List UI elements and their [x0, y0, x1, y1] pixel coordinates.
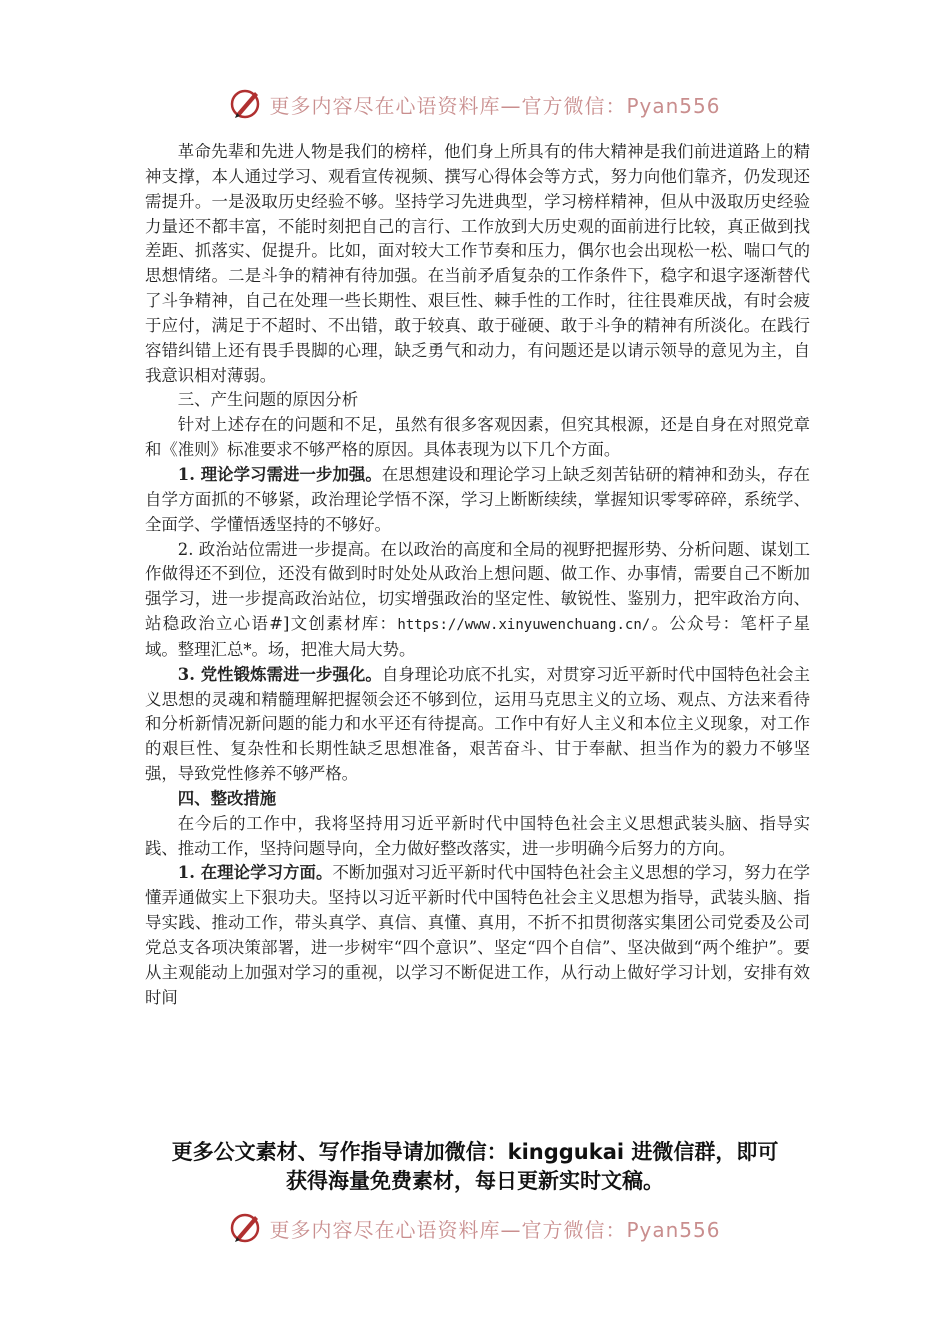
watermark-text: 更多内容尽在心语资料库—官方微信：Pyan556 [269, 1217, 721, 1242]
watermark-footer [0, 1208, 950, 1248]
promo-line-2: 获得海量免费素材，每日更新实时文稿。 [286, 1169, 664, 1193]
paragraph-tail: 。公众号：笔杆子星域。整理汇总*。场，把准大局大势。 [145, 614, 811, 659]
document-body [145, 140, 810, 1011]
promo-line-1: 更多公文素材、写作指导请加微信：kinggukai 进微信群，即可 [171, 1140, 779, 1164]
paragraph: 革命先辈和先进人物是我们的榜样，他们身上所具有的伟大精神是我们前进道路上的精神支撑，本人通过学习、观看宣传视频、撰写心得体会等方式，努力向他们靠齐，仍发现还需提升。一是汲取历史经验不够。坚持学习先进典型，学习榜样精神，但从中汲取历史经验力量还不都丰富，不能时刻把自己的言行、工作放到大历史观的面前进行比较，真正做到找差距、抓落实、促提升。比如，面对较大工作节奏和压力，偶尔也会出现松一松、喘口气的思想情绪。二是斗争的精神有待加强。在当前矛盾复杂的工作条件下，稳字和退字逐渐替代了斗争精神，自己在处理一些长期性、艰巨性、棘手性的工作时，往往畏难厌战，有时会疲于应付，满足于不超时、不出错，敢于较真、敢于碰硬、敢于斗争的精神有所淡化。在践行容错纠错上还有畏手畏脚的心理，缺乏勇气和动力，有问题还是以请示领导的意见为主，自我意识相对薄弱。 [145, 142, 810, 385]
paragraph [145, 463, 810, 538]
watermark-header [0, 84, 950, 124]
section-heading: 三、产生问题的原因分析 [177, 390, 359, 410]
paragraph [145, 663, 810, 787]
section-heading: 四、整改措施 [177, 788, 277, 808]
watermark-text: 更多内容尽在心语资料库—官方微信：Pyan556 [269, 93, 721, 118]
paragraph-lead: 1. 在理论学习方面。 [177, 863, 333, 883]
paragraph-text: 不断加强对习近平新时代中国特色社会主义思想的学习，努力在学懂弄通做实上下狠功夫。坚持以习近平新时代中国特色社会主义思想为指导，武装头脑、指导实践、推动工作，带头真学、真信、真懂、真用，不折不扣贯彻落实集团公司党委及公司党总支各项决策部署，进一步树牢“四个意识”、坚定“四个自信”、坚决做到“两个维护”。要从主观能动上加强对学习的重视，以学习不断促进工作，从行动上做好学习计划，安排有效时间 [145, 863, 810, 1007]
paragraph-lead: 1. 理论学习需进一步加强。 [177, 464, 382, 484]
paragraph-text: 自身理论功底不扎实，对贯穿习近平新时代中国特色社会主义思想的灵魂和精髓理解把握领会还不够到位，运用马克思主义的立场、观点、方法来看待和分析新情况新问题的能力和水平还有待提高。工作中有好人主义和本位主义现象，对工作的艰巨性、复杂性和长期性缺乏思想准备，艰苦奋斗、甘于奉献、担当作为的毅力不够坚强，导致党性修养不够严格。 [145, 664, 810, 784]
paragraph: 针对上述存在的问题和不足，虽然有很多客观因素，但究其根源，还是自身在对照党章和《准则》标准要求不够严格的原因。具体表现为以下几个方面。 [145, 415, 810, 460]
source-url: https://www.xinyuwenchuang.cn/ [397, 617, 651, 634]
pen-logo-icon [229, 86, 265, 122]
paragraph-text: 在思想建设和理论学习上缺乏刻苦钻研的精神和劲头，存在自学方面抓的不够紧，政治理论学悟不深，学习上断断续续，掌握知识零零碎碎，系统学、全面学、学懂悟透坚持的不够好。 [145, 464, 810, 534]
paragraph-lead: 3. 党性锻炼需进一步强化。 [177, 664, 382, 684]
pen-logo-icon [229, 1210, 265, 1246]
paragraph [145, 861, 810, 1010]
promo-banner [100, 1138, 850, 1196]
paragraph-text: 2. 政治站位需进一步提高。在以政治的高度和全局的视野把握形势、分析问题、谋划工作做得还不到位，还没有做到时时处处从政治上想问题、做工作、办事情，需要自己不断加强学习，进一步提高政治站位，切实增强政治的坚定性、敏锐性、鉴别力，把牢政治方向、站稳政治立心语#]文创素材库： [145, 539, 810, 634]
paragraph [145, 538, 810, 663]
paragraph: 在今后的工作中，我将坚持用习近平新时代中国特色社会主义思想武装头脑、指导实践、推动工作，坚持问题导向，全力做好整改落实，进一步明确今后努力的方向。 [145, 813, 810, 858]
